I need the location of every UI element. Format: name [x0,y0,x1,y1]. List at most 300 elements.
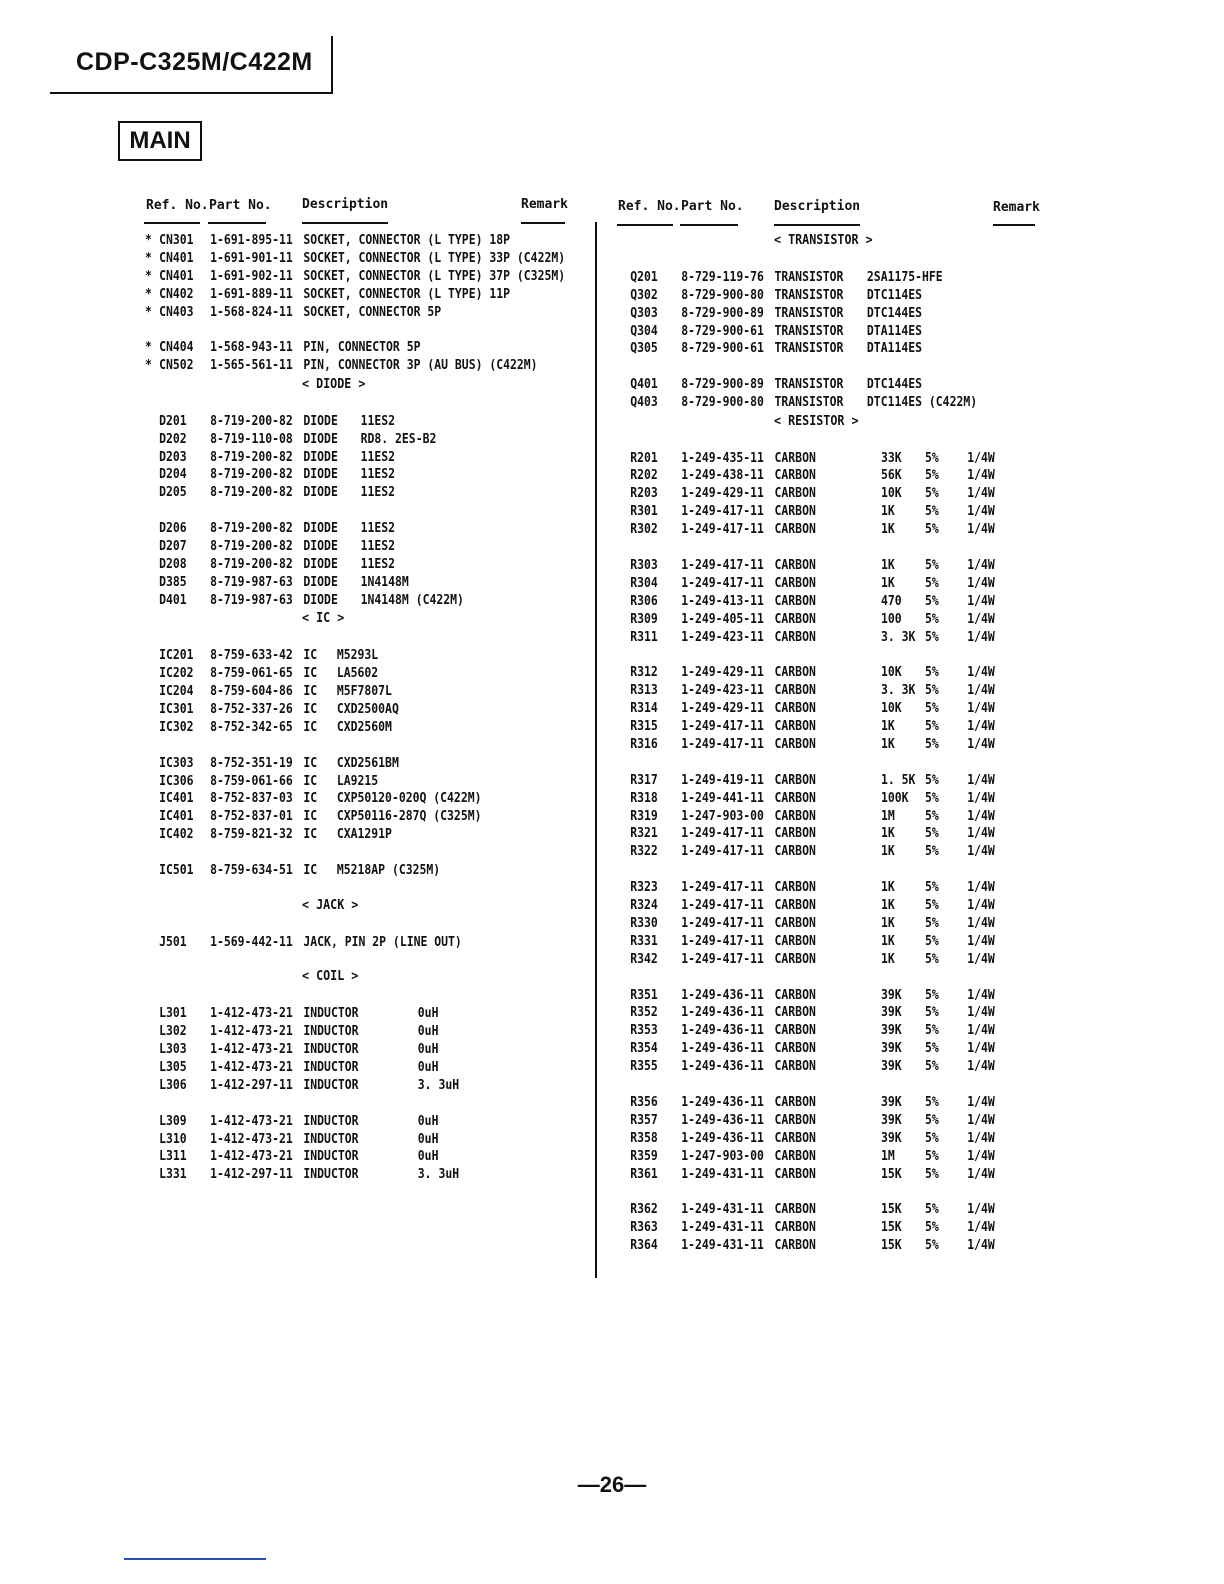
value-cell: CXA1291P [336,827,392,843]
ref-cell: Q304 [630,323,658,339]
table-row [145,339,603,357]
desc-cell: DIODE [303,485,338,501]
desc-cell: SOCKET, CONNECTOR (L TYPE) 11P [303,286,511,302]
table-row [145,357,603,375]
part-cell: 8-719-200-82 [210,467,293,483]
tolerance-cell: 5% [925,1166,939,1182]
value-cell: DTC114ES (C422M) [866,395,978,411]
ref-cell: R356 [630,1094,658,1110]
wattage-cell: 1/4W [967,719,995,735]
value-cell: M5293L [336,648,379,664]
ref-cell: IC302 [159,719,194,735]
ref-cell: R352 [630,1005,658,1021]
wattage-cell: 1/4W [967,736,995,752]
ref-cell: R304 [630,575,658,591]
value-cell: DTC144ES [866,377,923,393]
wattage-cell: 1/4W [967,826,995,842]
table-row [145,268,603,286]
desc-cell: DIODE [303,556,338,572]
table-row [617,843,1075,861]
ref-cell: L303 [159,1042,187,1058]
tolerance-cell: 5% [925,951,939,967]
ref-cell: R303 [630,557,658,573]
tolerance-cell: 5% [925,1059,939,1075]
table-row [617,915,1075,933]
value-cell: 39K [881,1130,902,1146]
value-cell: CXP50120-020Q (C422M) [336,791,482,807]
desc-cell: CARBON [774,1005,816,1021]
table-row [617,1148,1075,1166]
part-cell: 1-249-405-11 [681,611,764,627]
part-cell: 1-412-473-21 [210,1113,293,1129]
ref-cell: R357 [630,1112,658,1128]
desc-cell: CARBON [774,844,816,860]
ref-cell: R355 [630,1059,658,1075]
tolerance-cell: 5% [925,629,939,645]
table-row [617,575,1075,593]
desc-cell: IC [303,773,318,789]
table-row [145,719,603,737]
value-cell: 1K [881,557,895,573]
part-cell: 1-249-436-11 [681,987,764,1003]
wattage-cell: 1/4W [967,1238,995,1254]
ref-cell: R313 [630,683,658,699]
desc-cell: CARBON [774,1112,816,1128]
table-row [617,557,1075,575]
desc-cell: IC [303,755,318,771]
value-cell: 0uH [417,1006,439,1022]
value-cell: 3. 3K [881,629,916,645]
value-cell: 1K [881,880,895,896]
value-cell: 39K [881,1059,902,1075]
ref-cell: R319 [630,808,658,824]
part-cell: 1-249-438-11 [681,468,764,484]
footer-rule [124,1558,266,1560]
ref-cell: R301 [630,504,658,520]
ref-cell: R315 [630,719,658,735]
ref-cell: R353 [630,1023,658,1039]
tolerance-cell: 5% [925,683,939,699]
wattage-cell: 1/4W [967,522,995,538]
part-cell: 8-759-821-32 [210,827,293,843]
desc-cell: CARBON [774,1041,816,1057]
value-cell: 1K [881,915,895,931]
ref-cell: L306 [159,1077,187,1093]
table-row [145,250,603,268]
desc-cell: DIODE [303,467,338,483]
table-row [617,1040,1075,1058]
wattage-cell: 1/4W [967,557,995,573]
category-heading: < DIODE > [302,376,366,392]
part-cell: 8-719-200-82 [210,485,293,501]
part-cell: 1-249-417-11 [681,826,764,842]
tolerance-cell: 5% [925,611,939,627]
value-cell: 1K [881,951,895,967]
desc-cell: CARBON [774,898,816,914]
desc-cell: IC [303,863,318,879]
wattage-cell: 1/4W [967,951,995,967]
desc-cell: SOCKET, CONNECTOR (L TYPE) 37P (C325M) [303,268,566,284]
col-header-part: Part No. [209,198,272,213]
part-cell: 1-412-473-21 [210,1006,293,1022]
desc-cell: CARBON [774,1166,816,1182]
desc-cell: IC [303,791,318,807]
wattage-cell: 1/4W [967,1166,995,1182]
tolerance-cell: 5% [925,450,939,466]
tolerance-cell: 5% [925,880,939,896]
ref-cell: D202 [159,431,187,447]
part-cell: 1-249-423-11 [681,629,764,645]
table-row [617,323,1075,341]
desc-cell: CARBON [774,1130,816,1146]
tolerance-cell: 5% [925,736,939,752]
table-row [145,808,603,826]
table-row [145,1113,603,1131]
table-row [145,773,603,791]
ref-cell: IC201 [159,648,194,664]
value-cell: 3. 3uH [417,1077,460,1093]
ref-cell: Q303 [630,305,658,321]
ref-cell: IC204 [159,684,194,700]
value-cell: 11ES2 [360,449,396,465]
ref-cell: R201 [630,450,658,466]
part-cell: 8-729-119-76 [681,269,764,285]
desc-cell: SOCKET, CONNECTOR 5P [303,304,442,320]
desc-cell: DIODE [303,521,338,537]
desc-cell: INDUCTOR [303,1131,359,1147]
part-cell: 1-249-417-11 [681,880,764,896]
part-cell: 1-247-903-00 [681,808,764,824]
value-cell: 15K [881,1220,902,1236]
table-row [617,287,1075,305]
table-row [617,467,1075,485]
ref-cell: L309 [159,1113,187,1129]
table-row [145,647,603,665]
part-cell: 1-249-417-11 [681,933,764,949]
ref-cell: R318 [630,790,658,806]
value-cell: 11ES2 [360,413,396,429]
value-cell: 10K [881,701,902,717]
value-cell: 39K [881,987,902,1003]
table-row [145,1166,603,1184]
wattage-cell: 1/4W [967,450,995,466]
value-cell: 0uH [417,1059,439,1075]
table-row [617,825,1075,843]
desc-cell: TRANSISTOR [774,395,844,411]
desc-cell: IC [303,666,318,682]
desc-cell: INDUCTOR [303,1077,359,1093]
part-cell: 1-249-417-11 [681,557,764,573]
table-row [617,1058,1075,1076]
part-cell: 8-719-200-82 [210,521,293,537]
desc-cell: INDUCTOR [303,1113,359,1129]
value-cell: CXD2500AQ [336,701,399,717]
value-cell: 1K [881,504,895,520]
wattage-cell: 1/4W [967,468,995,484]
wattage-cell: 1/4W [967,808,995,824]
ref-cell: R311 [630,629,658,645]
part-cell: 1-249-413-11 [681,593,764,609]
desc-cell: TRANSISTOR [774,377,844,393]
tolerance-cell: 5% [925,790,939,806]
table-row [617,736,1075,754]
value-cell: 11ES2 [360,485,396,501]
ref-cell: Q403 [630,395,658,411]
part-cell: 8-729-900-89 [681,305,764,321]
category-heading: < COIL > [302,969,359,985]
desc-cell: PIN, CONNECTOR 3P (AU BUS) (C422M) [303,358,538,374]
desc-cell: CARBON [774,522,816,538]
desc-cell: CARBON [774,1148,816,1164]
tolerance-cell: 5% [925,575,939,591]
ref-cell: D204 [159,467,187,483]
table-row [617,718,1075,736]
table-row [145,683,603,701]
table-row [617,629,1075,647]
value-cell: 11ES2 [360,521,396,537]
wattage-cell: 1/4W [967,665,995,681]
table-row [617,593,1075,611]
part-cell: 8-729-900-80 [681,287,764,303]
desc-cell: CARBON [774,880,816,896]
part-cell: 8-719-987-63 [210,592,293,608]
ref-cell: J501 [159,934,187,950]
value-cell: 39K [881,1005,902,1021]
header-rule [617,224,673,226]
desc-cell: CARBON [774,486,816,502]
desc-cell: CARBON [774,1094,816,1110]
ref-cell: R359 [630,1148,658,1164]
wattage-cell: 1/4W [967,844,995,860]
ref-cell: R317 [630,772,658,788]
tolerance-cell: 5% [925,1005,939,1021]
table-row [145,431,603,449]
tolerance-cell: 5% [925,772,939,788]
table-row [145,790,603,808]
wattage-cell: 1/4W [967,1112,995,1128]
wattage-cell: 1/4W [967,1094,995,1110]
table-row [617,1237,1075,1255]
table-row [145,520,603,538]
ref-cell: Q201 [630,269,658,285]
desc-cell: DIODE [303,449,338,465]
table-row [145,1077,603,1095]
table-row [145,1059,603,1077]
wattage-cell: 1/4W [967,880,995,896]
tolerance-cell: 5% [925,826,939,842]
value-cell: 39K [881,1023,902,1039]
desc-cell: INDUCTOR [303,1042,359,1058]
part-cell: 1-249-436-11 [681,1112,764,1128]
desc-cell: DIODE [303,413,338,429]
tolerance-cell: 5% [925,1202,939,1218]
wattage-cell: 1/4W [967,683,995,699]
desc-cell: CARBON [774,719,816,735]
tolerance-cell: 5% [925,468,939,484]
part-cell: 1-691-895-11 [210,233,293,248]
desc-cell: CARBON [774,1220,816,1236]
part-cell: 8-719-200-82 [210,413,293,429]
ref-cell: L301 [159,1006,187,1022]
part-cell: 1-412-473-21 [210,1042,293,1058]
part-cell: 1-568-824-11 [210,304,293,320]
value-cell: 39K [881,1094,902,1110]
desc-cell: CARBON [774,1202,816,1218]
part-cell: 1-412-297-11 [210,1077,293,1093]
tolerance-cell: 5% [925,844,939,860]
table-row [617,1004,1075,1022]
desc-cell: PIN, CONNECTOR 5P [303,340,421,356]
value-cell: 100 [881,611,902,627]
tolerance-cell: 5% [925,719,939,735]
tolerance-cell: 5% [925,665,939,681]
value-cell: 1K [881,844,895,860]
col-header-ref: Ref. No. [146,198,209,213]
part-cell: 1-249-417-11 [681,898,764,914]
desc-cell: CARBON [774,987,816,1003]
value-cell: 3. 3K [881,683,916,699]
value-cell: 10K [881,486,902,502]
desc-cell: INDUCTOR [303,1006,359,1022]
desc-cell: TRANSISTOR [774,341,844,357]
value-cell: 39K [881,1112,902,1128]
value-cell: 1. 5K [881,772,916,788]
part-cell: 8-752-837-03 [210,791,293,807]
part-cell: 1-249-436-11 [681,1023,764,1039]
table-row [145,556,603,574]
table-row [145,665,603,683]
part-cell: 1-249-429-11 [681,665,764,681]
table-row [145,1148,603,1166]
wattage-cell: 1/4W [967,611,995,627]
ref-cell: CN403 [159,304,194,320]
wattage-cell: 1/4W [967,593,995,609]
value-cell: LA5602 [336,666,379,682]
table-row [617,305,1075,323]
ref-cell: R358 [630,1130,658,1146]
part-cell: 1-249-419-11 [681,772,764,788]
wattage-cell: 1/4W [967,1220,995,1236]
desc-cell: CARBON [774,1023,816,1039]
table-row [617,1130,1075,1148]
part-cell: 8-729-900-61 [681,341,764,357]
ref-cell: R312 [630,665,658,681]
desc-cell: SOCKET, CONNECTOR (L TYPE) 18P [303,233,511,248]
desc-cell: DIODE [303,539,338,555]
table-row [145,574,603,592]
value-cell: 2SA1175-HFE [866,269,943,285]
table-row [617,808,1075,826]
header-rule [993,224,1035,226]
desc-cell: CARBON [774,915,816,931]
ref-cell: CN401 [159,268,194,284]
col-header-desc: Description [302,197,389,212]
ref-cell: CN404 [159,340,194,356]
desc-cell: SOCKET, CONNECTOR (L TYPE) 33P (C422M) [303,250,566,266]
value-cell: 56K [881,468,902,484]
part-cell: 1-249-441-11 [681,790,764,806]
section-label: MAIN [118,121,202,161]
tolerance-cell: 5% [925,557,939,573]
table-row [617,1022,1075,1040]
part-cell: 8-759-633-42 [210,648,293,664]
table-row [145,538,603,556]
ref-cell: Q305 [630,341,658,357]
ref-cell: D206 [159,521,187,537]
part-cell: 1-412-473-21 [210,1024,293,1040]
value-cell: 0uH [417,1149,439,1165]
table-row [145,1005,603,1023]
desc-cell: CARBON [774,933,816,949]
desc-cell: DIODE [303,592,338,608]
value-cell: 1K [881,736,895,752]
part-cell: 1-691-889-11 [210,286,293,302]
part-cell: 8-719-200-82 [210,539,293,555]
ref-cell: IC306 [159,773,194,789]
ref-cell: D401 [159,592,187,608]
mark-cell: * [145,304,152,320]
value-cell: 1N4148M [360,574,409,590]
part-cell: 1-249-431-11 [681,1166,764,1182]
part-cell: 8-719-200-82 [210,556,293,572]
table-row [145,484,603,502]
part-cell: 1-691-901-11 [210,250,293,266]
desc-cell: CARBON [774,468,816,484]
part-cell: 8-719-110-08 [210,431,293,447]
tolerance-cell: 5% [925,915,939,931]
part-cell: 1-249-431-11 [681,1220,764,1236]
ref-cell: R322 [630,844,658,860]
table-row [145,862,603,880]
value-cell: 1N4148M (C422M) [360,592,464,608]
category-heading: < IC > [302,611,345,627]
part-cell: 8-759-634-51 [210,863,293,879]
desc-cell: INDUCTOR [303,1059,359,1075]
wattage-cell: 1/4W [967,504,995,520]
desc-cell: IC [303,701,318,717]
value-cell: CXD2560M [336,719,392,735]
title-underline [50,92,332,94]
page-number: —26— [577,1472,647,1497]
table-row [145,826,603,844]
tolerance-cell: 5% [925,898,939,914]
desc-cell: INDUCTOR [303,1167,359,1183]
wattage-cell: 1/4W [967,790,995,806]
value-cell: 470 [881,593,902,609]
ref-cell: R363 [630,1220,658,1236]
value-cell: RD8. 2ES-B2 [360,431,437,447]
model-title: CDP-C325M/C422M [76,48,313,76]
wattage-cell: 1/4W [967,1148,995,1164]
part-cell: 8-752-342-65 [210,719,293,735]
mark-cell: * [145,250,152,266]
ref-cell: R321 [630,826,658,842]
desc-cell: CARBON [774,557,816,573]
desc-cell: CARBON [774,683,816,699]
tolerance-cell: 5% [925,1023,939,1039]
ref-cell: IC401 [159,791,194,807]
table-row [617,1219,1075,1237]
value-cell: 11ES2 [360,556,396,572]
ref-cell: R306 [630,593,658,609]
part-cell: 1-249-417-11 [681,736,764,752]
desc-cell: IC [303,648,318,664]
ref-cell: R361 [630,1166,658,1182]
title-divider [331,36,333,94]
value-cell: DTC144ES [866,305,923,321]
tolerance-cell: 5% [925,504,939,520]
header-rule [774,224,860,226]
